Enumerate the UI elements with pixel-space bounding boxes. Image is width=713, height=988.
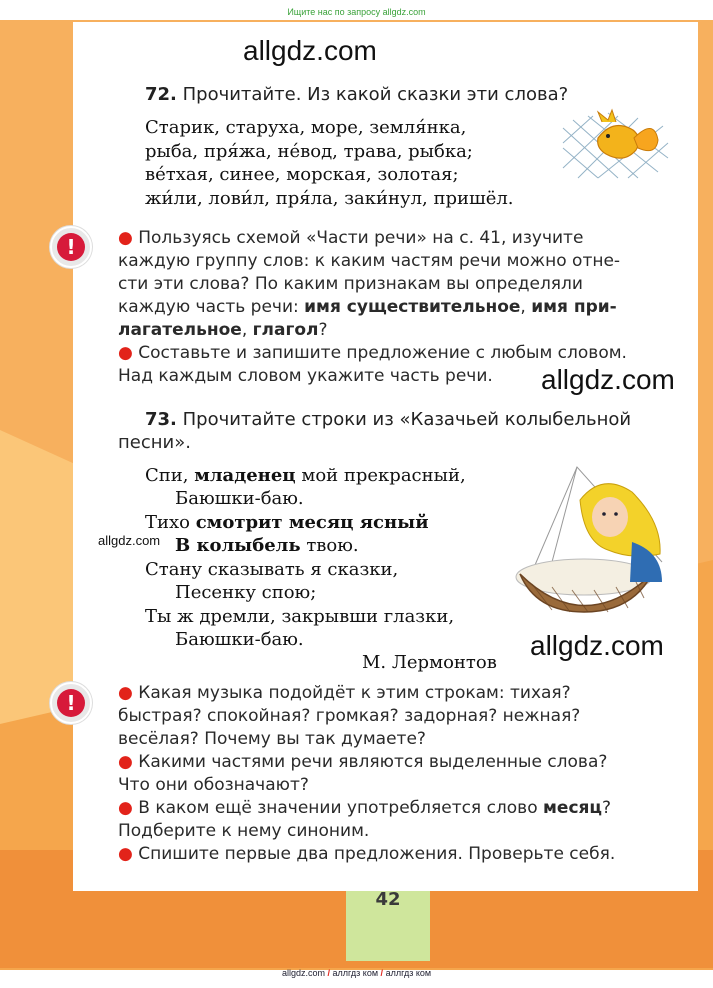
question-text: Какая музыка подойдёт к этим строкам: тихая? — [138, 683, 571, 703]
highlighted-word: месяц — [543, 798, 603, 818]
bullet-icon: ● — [118, 752, 133, 772]
task-line — [118, 297, 617, 317]
highlighted-word: смотрит месяц ясный — [195, 512, 429, 533]
exclamation-icon: ! — [57, 689, 85, 717]
poem-line: Ты ж дремли, закрывши глазки, — [145, 606, 455, 627]
task-line: каждую группу слов: к каким частям речи можно отне- — [118, 251, 621, 271]
poem-line — [175, 535, 359, 556]
bullet-icon: ● — [118, 683, 133, 703]
watermark: allgdz.com — [541, 364, 675, 395]
poem-text: Тихо — [145, 512, 196, 533]
exercise-number: 72. — [145, 84, 177, 105]
watermark: allgdz.com — [98, 533, 161, 548]
poem-text: мой прекрасный, — [295, 465, 466, 486]
bullet-icon: ● — [118, 343, 133, 363]
poem-line: Стану сказывать я сказки, — [145, 559, 399, 580]
exercise-instruction-cont: песни». — [118, 432, 191, 453]
question-line — [118, 844, 615, 864]
exercise-72-heading — [145, 84, 568, 105]
highlighted-word: В колыбель — [175, 535, 301, 556]
question-line — [118, 752, 607, 772]
task-text: , — [520, 297, 532, 317]
word-line: Старик, старуха, море, земля́нка, — [145, 117, 467, 138]
question-line: быстрая? спокойная? громкая? задорная? нежная? — [118, 706, 581, 726]
word-line: жи́ли, лови́л, пря́ла, заки́нул, пришёл. — [145, 188, 514, 209]
question-text: Спишите первые два предложения. Проверьте себя. — [138, 844, 616, 864]
word-line: рыба, пря́жа, не́вод, трава, рыбка; — [145, 141, 473, 162]
poem-author: М. Лермонтов — [362, 652, 497, 673]
bullet-icon: ● — [118, 844, 133, 864]
separator: / — [327, 968, 330, 978]
task-line — [118, 343, 627, 363]
highlighted-word: младенец — [194, 465, 296, 486]
bottom-note-text: аллгдз ком — [385, 968, 432, 978]
task-line: сти эти слова? По каким признакам вы определяли — [118, 274, 583, 294]
separator: / — [380, 968, 384, 978]
watermark: allgdz.com — [530, 630, 664, 661]
task-text: , — [241, 320, 253, 340]
question-line: Подберите к нему синоним. — [118, 821, 370, 841]
word-line: ве́тхая, синее, морская, золотая; — [145, 164, 459, 185]
exercise-number: 73. — [145, 409, 177, 430]
task-line — [118, 228, 583, 248]
task-line: Над каждым словом укажите часть речи. — [118, 366, 493, 386]
question-text: В каком ещё значении употребляется слово — [138, 798, 544, 818]
question-line: весёлая? Почему вы так думаете? — [118, 729, 426, 749]
task-text: Составьте и запишите предложение с любым словом. — [138, 343, 627, 363]
poem-line: Песенку спою; — [175, 582, 317, 603]
poem-line: Баюшки-баю. — [175, 488, 304, 509]
exercise-73-heading — [145, 409, 631, 430]
exclamation-icon: ! — [57, 233, 85, 261]
poem-line: Баюшки-баю. — [175, 629, 304, 650]
bottom-note — [0, 968, 713, 978]
question-line — [118, 683, 571, 703]
task-text: Пользуясь схемой «Части речи» на с. 41, изучите — [138, 228, 584, 248]
goldfish-net-illustration — [558, 108, 670, 180]
term-verb: глагол — [252, 320, 319, 340]
bullet-icon: ● — [118, 228, 133, 248]
page-number: 42 — [375, 889, 401, 910]
bottom-note-text: allgdz.com — [281, 968, 325, 978]
watermark: allgdz.com — [243, 35, 377, 66]
attention-badge — [50, 226, 92, 268]
task-text: каждую часть речи: — [118, 297, 305, 317]
poem-line — [145, 465, 466, 486]
question-line: Что они обозначают? — [118, 775, 309, 795]
question-line — [118, 798, 611, 818]
question-text: ? — [602, 798, 612, 818]
term-adjective: имя при- — [531, 297, 617, 317]
exercise-instruction: Прочитайте. Из какой сказки эти слова? — [182, 84, 569, 105]
question-text: Какими частями речи являются выделенные слова? — [138, 752, 608, 772]
poem-text: Спи, — [145, 465, 195, 486]
exercise-instruction: Прочитайте строки из «Казачьей колыбельной — [182, 409, 632, 430]
attention-badge — [50, 682, 92, 724]
task-line — [118, 320, 328, 340]
poem-text: твою. — [300, 535, 359, 556]
poem-line — [145, 512, 429, 533]
bullet-icon: ● — [118, 798, 133, 818]
term-noun: имя существительное — [304, 297, 521, 317]
cradle-illustration — [512, 462, 672, 622]
term-adjective: лагательное — [118, 320, 242, 340]
top-note: Ищите нас по запросу allgdz.com — [287, 7, 426, 17]
task-text: ? — [318, 320, 328, 340]
bottom-note-text: аллгдз ком — [332, 968, 379, 978]
